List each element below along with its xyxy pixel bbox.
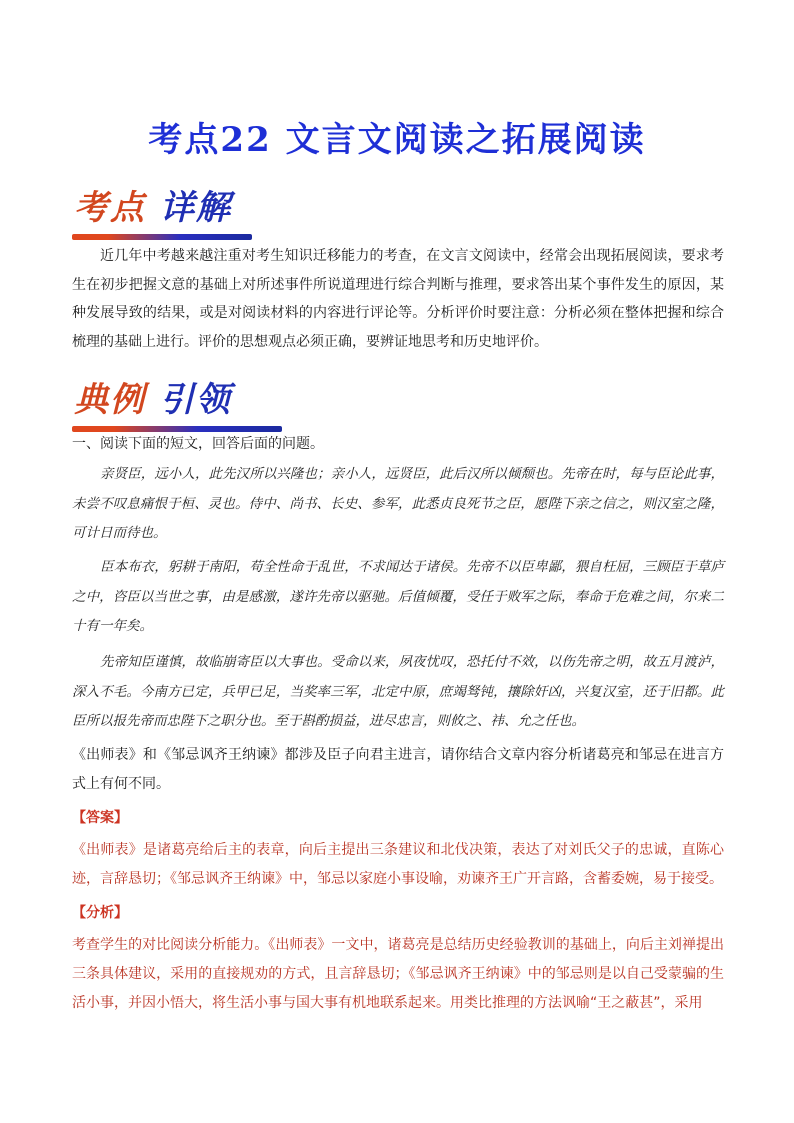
- passage-paragraph-3: 先帝知臣谨慎，故临崩寄臣以大事也。受命以来，夙夜忧叹，恐托付不效，以伤先帝之明，故五月渡泸，深入不毛。今南方已定，兵甲已足，当奖率三军，北定中原，庶竭驽钝，攘除奸凶，兴复汉室，还于旧都。此臣所以报先帝而忠陛下之职分也。至于斟酌损益，进尽忠言，则攸之、祎、允之任也。: [72, 654, 724, 729]
- banner-red-text: 考点: [74, 188, 146, 228]
- section-banner-kaodian: [72, 178, 292, 240]
- section-banner-dianli: [72, 370, 292, 432]
- analysis-label: 【分析】: [72, 905, 128, 921]
- banner-underline: [72, 234, 252, 240]
- answer-label: 【答案】: [72, 810, 128, 826]
- banner-blue-text: 详解: [159, 188, 232, 228]
- intro-paragraph: 近几年中考越来越注重对考生知识迁移能力的考查，在文言文阅读中，经常会出现拓展阅读，要求考生在初步把握文意的基础上对所述事件所说道理进行综合判断与推理，要求答出某个事件发生的原因，某种发展导致的结果，或是对阅读材料的内容进行评论等。分析评价时要注意：分析必须在整体把握和综合梳理的基础上进行。评价的思想观点必须正确，要辨证地思考和历史地评价。: [72, 248, 724, 350]
- page-title: 考点22 文言文阅读之拓展阅读: [148, 120, 646, 160]
- analysis-text: 考查学生的对比阅读分析能力。《出师表》一文中，诸葛亮是总结历史经验教训的基础上，向后主刘禅提出三条具体建议，采用的直接规劝的方式，且言辞恳切；《邹忌讽齐王纳谏》中的邹忌则是以自己受蒙骗的生活小事，并因小悟大，将生活小事与国大事有机地联系起来。用类比推理的方法讽喻“王之蔽甚”，采用: [72, 937, 724, 1011]
- question-intro: 一、阅读下面的短文，回答后面的问题。: [72, 436, 324, 452]
- question-text: 《出师表》和《邹忌讽齐王纳谏》都涉及臣子向君主进言，请你结合文章内容分析诸葛亮和邹忌在进言方式上有何不同。: [72, 747, 724, 792]
- banner-red-text: 典例: [74, 380, 146, 420]
- passage-paragraph-1: 亲贤臣，远小人，此先汉所以兴隆也；亲小人，远贤臣，此后汉所以倾颓也。先帝在时，每与臣论此事，未尝不叹息痛恨于桓、灵也。侍中、尚书、长史、参军，此悉贞良死节之臣，愿陛下亲之信之，则汉室之隆，可计日而待也。: [72, 466, 724, 541]
- answer-text: 《出师表》是诸葛亮给后主的表章，向后主提出三条建议和北伐决策，表达了对刘氏父子的忠诚，直陈心迹，言辞恳切；《邹忌讽齐王纳谏》中，邹忌以家庭小事设喻，劝谏齐王广开言路，含蓄委婉，易于接受。: [72, 842, 724, 887]
- banner-blue-text: 引领: [159, 380, 232, 420]
- passage-paragraph-2: 臣本布衣，躬耕于南阳，苟全性命于乱世，不求闻达于诸侯。先帝不以臣卑鄙，猥自枉屈，三顾臣于草庐之中，咨臣以当世之事，由是感激，遂许先帝以驱驰。后值倾覆，受任于败军之际，奉命于危难之间，尔来二十有一年矣。: [72, 559, 724, 634]
